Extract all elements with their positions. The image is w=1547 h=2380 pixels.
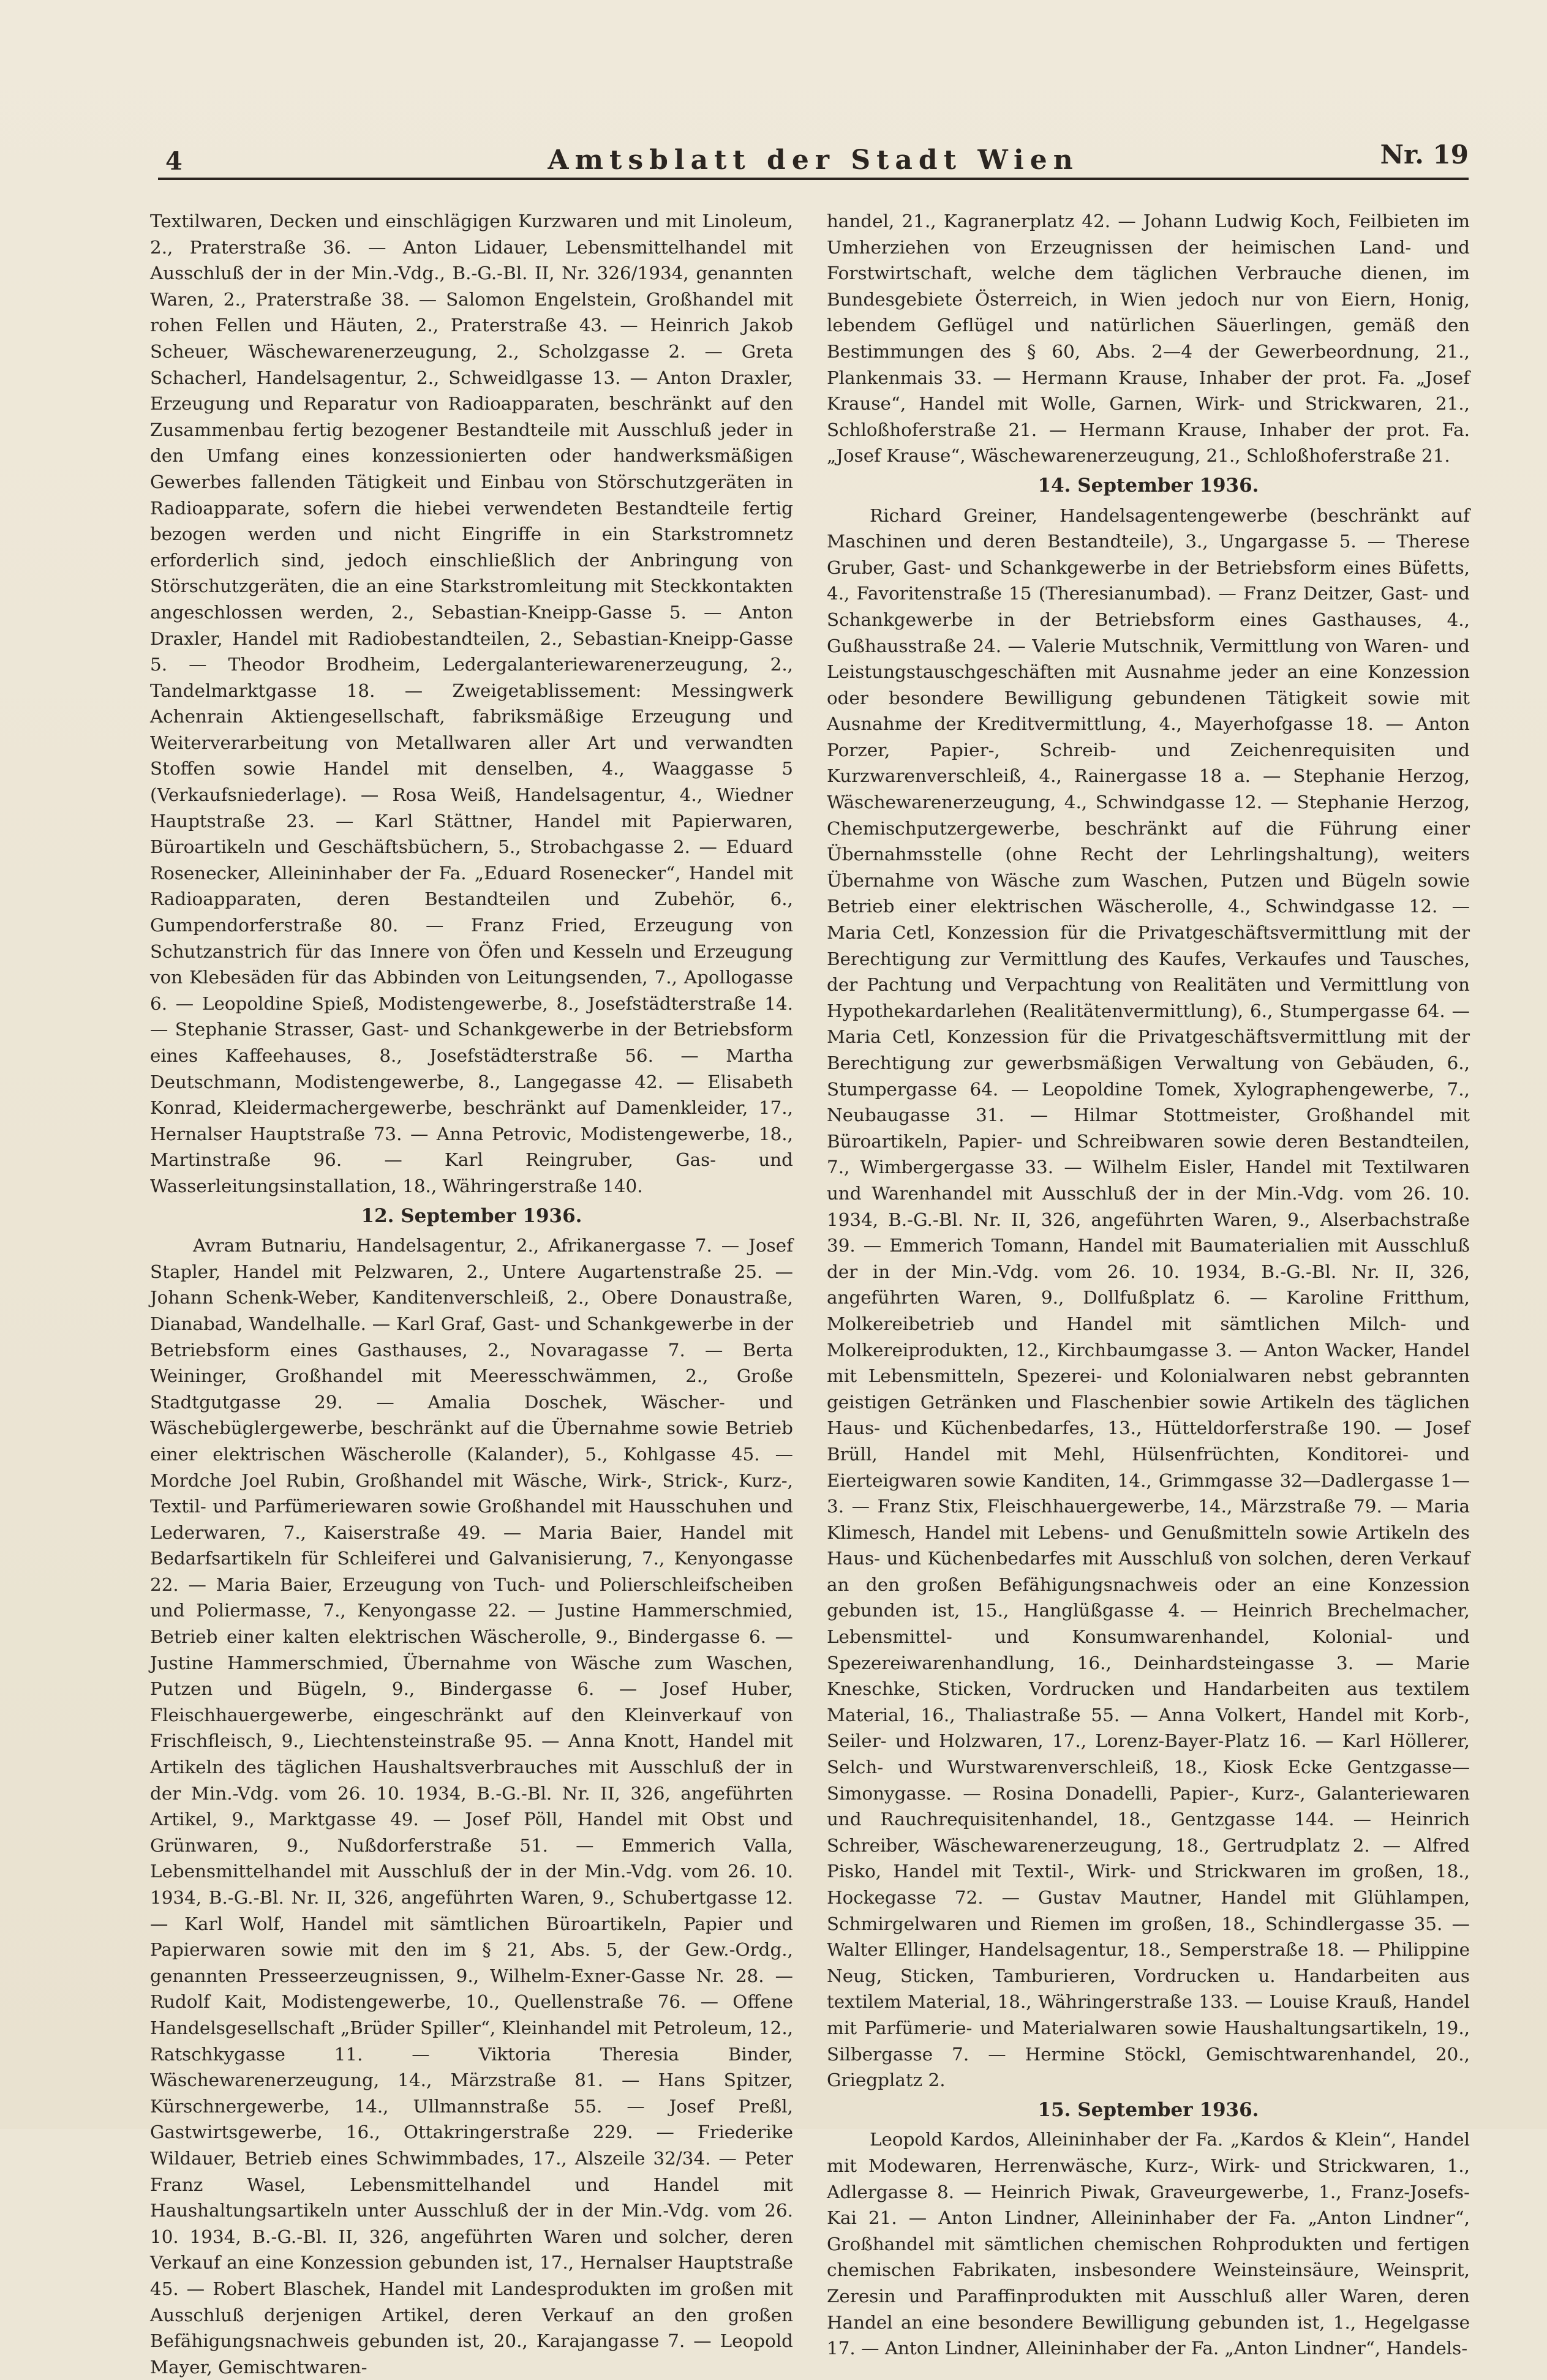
section-paragraph-sept-12: Avram Butnariu, Handelsagentur, 2., Afrikanergasse 7. — Josef Stapler, Handel mit Pelzwaren, 2., Untere Augartenstraße 25. — Johann Schenk-Weber, Kanditenverschleiß, 2., Obere Donaustraße, Dianabad, Wandelhalle. — Karl Graf, Gast- und Schankgewerbe in der Betriebsform eines Gasthauses, 2., Novaragasse 7. — Berta Weininger, Großhandel mit Meeresschwämmen, 2., Große Stadtgutgasse 29. — Amalia Doschek, Wäscher- und Wäschebüglergewerbe, beschränkt auf die Übernahme sowie Betrieb einer elektrischen Wäscherolle (Kalander), 5., Kohlgasse 45. — Mordche Joel Rubin, Großhandel mit Wäsche, Wirk-, Strick-, Kurz-, Textil- und Parfümeriewaren sowie Großhandel mit Hausschuhen und Lederwaren, 7., Kaiserstraße 49. — Maria Baier, Handel mit Bedarfsartikeln für Schleiferei und Galvanisierung, 7., Kenyongasse 22. — Maria Baier, Erzeugung von Tuch- und Polierschleifscheiben und Poliermasse, 7., Kenyongasse 22. — Justine Hammerschmied, Betrieb einer kalten elektrischen Wäscherolle, 9., Bindergasse 6. — Justine Hammerschmied, Übernahme von Wäsche zum Waschen, Putzen und Bügeln, 9., Bindergasse 6. — Josef Huber, Fleischhauergewerbe, eingeschränkt auf den Kleinverkauf von Frischfleisch, 9., Liechtensteinstraße 95. — Anna Knott, Handel mit Artikeln des täglichen Haushaltsverbrauches mit Ausschluß der in der Min.-Vdg. vom 26. 10. 1934, B.-G.-Bl. Nr. II, 326, angeführten Artikel, 9., Marktgasse 49. — Josef Pöll, Handel mit Obst und Grünwaren, 9., Nußdorferstraße 51. — Emmerich Valla, Lebensmittelhandel mit Ausschluß der in der Min.-Vdg. vom 26. 10. 1934, B.-G.-Bl. Nr. II, 326, angeführten Waren, 9., Schubertgasse 12. — Karl Wolf, Handel mit sämtlichen Büroartikeln, Papier und Papierwaren sowie mit den im § 21, Abs. 5, der Gew.-Ordg., genannten Presseerzeugnissen, 9., Wilhelm-Exner-Gasse Nr. 28. — Rudolf Kait, Modistengewerbe, 10., Quellenstraße 76. — Offene Handelsgesellschaft „Brüder Spiller“, Kleinhandel mit Petroleum, 12., Ratschkygasse 11. — Viktoria Theresia Binder, Wäschewarenerzeugung, 14., Märzstraße 81. — Hans Spitzer, Kürschnergewerbe, 14., Ullmannstraße 55. — Josef Preßl, Gastwirtsgewerbe, 16., Ottakringerstraße 229. — Friederike Wildauer, Betrieb eines Schwimmbades, 17., Alszeile 32/34. — Peter Franz Wasel, Lebensmittelhandel und Handel mit Haushaltungsartikeln unter Ausschluß der in der Min.-Vdg. vom 26. 10. 1934, B.-G.-Bl. II, 326, angeführten Waren und solcher, deren Verkauf an eine Konzession gebunden ist, 17., Hernalser Hauptstraße 45. — Robert Blaschek, Handel mit Landesprodukten im großen mit Ausschluß derjenigen Artikel, deren Verkauf an den großen Befähigungsnachweis gebunden ist, 20., Karajangasse 7. — Leopold Mayer, Gemischtwaren- bbox=[150, 1235, 793, 2378]
page-header bbox=[158, 138, 1469, 176]
section-paragraph-sept-14: Richard Greiner, Handelsagentengewerbe (beschränkt auf Maschinen und deren Bestandteile), 3., Ungargasse 5. — Therese Gruber, Gast- und Schankgewerbe in der Betriebsform eines Büfetts, 4., Favoritenstraße 15 (Theresianumbad). — Franz Deitzer, Gast- und Schankgewerbe in der Betriebsform eines Gasthauses, 4., Gußhausstraße 24. — Valerie Mutschnik, Vermittlung von Waren- und Leistungstauschgeschäften mit Ausnahme jeder an eine Konzession oder besondere Bewilligung gebundenen Tätigkeit sowie mit Ausnahme der Kreditvermittlung, 4., Mayerhofgasse 18. — Anton Porzer, Papier-, Schreib- und Zeichenrequisiten und Kurzwarenverschleiß, 4., Rainergasse 18 a. — Stephanie Herzog, Wäschewarenerzeugung, 4., Schwindgasse 12. — Stephanie Herzog, Chemischputzergewerbe, beschränkt auf die Führung einer Übernahmsstelle (ohne Recht der Lehrlingshaltung), weiters Übernahme von Wäsche zum Waschen, Putzen und Bügeln sowie Betrieb einer elektrischen Wäscherolle, 4., Schwindgasse 12. — Maria Cetl, Konzession für die Privatgeschäftsvermittlung mit der Berechtigung zur Vermittlung des Kaufes, Verkaufes und Tausches, der Pachtung und Verpachtung von Realitäten und Vermittlung von Hypothekardarlehen (Realitätenvermittlung), 6., Stumpergasse 64. — Maria Cetl, Konzession für die Privatgeschäftsvermittlung mit der Berechtigung zur gewerbsmäßigen Verwaltung von Gebäuden, 6., Stumpergasse 64. — Leopoldine Tomek, Xylographengewerbe, 7., Neubaugasse 31. — Hilmar Stottmeister, Großhandel mit Büroartikeln, Papier- und Schreibwaren sowie deren Bestandteilen, 7., Wimbergergasse 33. — Wilhelm Eisler, Handel mit Textilwaren und Warenhandel mit Ausschluß der in der Min.-Vdg. vom 26. 10. 1934, B.-G.-Bl. Nr. II, 326, angeführten Waren, 9., Alserbachstraße 39. — Emmerich Tomann, Handel mit Baumaterialien mit Ausschluß der in der Min.-Vdg. vom 26. 10. 1934, B.-G.-Bl. Nr. II, 326, angeführten Waren, 9., Dollfußplatz 6. — Karoline Fritthum, Molkereibetrieb und Handel mit sämtlichen Milch- und Molkereiprodukten, 12., Kirchbaumgasse 3. — Anton Wacker, Handel mit Lebensmitteln, Spezerei- und Kolonialwaren nebst gebrannten geistigen Getränken und Flaschenbier sowie Artikeln des täglichen Haus- und Küchenbedarfes, 13., Hütteldorferstraße 190. — Josef Brüll, Handel mit Mehl, Hülsenfrüchten, Konditorei- und Eierteigwaren sowie Kanditen, 14., Grimmgasse 32—Dadlergasse 1—3. — Franz Stix, Fleischhauergewerbe, 14., Märzstraße 79. — Maria Klimesch, Handel mit Lebens- und Genußmitteln sowie Artikeln des Haus- und Küchenbedarfes mit Ausschluß von solchen, deren Verkauf an den großen Befähigungsnachweis oder an eine Konzession gebunden ist, 15., Hanglüßgasse 4. — Heinrich Brechelmacher, Lebensmittel- und Konsumwarenhandel, Kolonial- und Spezereiwarenhandlung, 16., Deinhardsteingasse 3. — Marie Kneschke, Sticken, Vordrucken und Handarbeiten aus textilem Material, 16., Thaliastraße 55. — Anna Volkert, Handel mit Korb-, Seiler- und Holzwaren, 17., Lorenz-Bayer-Platz 16. — Karl Höllerer, Selch- und Wurstwarenverschleiß, 18., Kiosk Ecke Gentzgasse—Simonygasse. — Rosina Donadelli, Papier-, Kurz-, Galanteriewaren und Rauchrequisitenhandel, 18., Gentzgasse 144. — Heinrich Schreiber, Wäschewarenerzeugung, 18., Gertrudplatz 2. — Alfred Pisko, Handel mit Textil-, Wirk- und Strickwaren im großen, 18., Hockegasse 72. — Gustav Mautner, Handel mit Glühlampen, Schmirgelwaren und Riemen im großen, 18., Schindlergasse 35. — Walter Ellinger, Handelsagentur, 18., Semperstraße 18. — Philippine Neug, Sticken, Tamburieren, Vordrucken u. Handarbeiten aus textilem Material, 18., Währingerstraße 133. — Louise Krauß, Handel mit Parfümerie- und Materialwaren sowie Haushaltungsartikeln, 19., Silbergasse 7. — Hermine Stöckl, Gemischtwarenhandel, 20., Griegplatz 2. bbox=[827, 505, 1470, 2091]
right-intro-paragraph: handel, 21., Kagranerplatz 42. — Johann Ludwig Koch, Feilbieten im Umherziehen von Erzeugnissen der heimischen Land- und Forstwirtschaft, welche dem täglichen Verbrauche dienen, im Bundesgebiete Österreich, in Wien jedoch nur von Eiern, Honig, lebendem Geflügel und natürlichen Säuerlingen, gemäß den Bestimmungen des § 60, Abs. 2—4 der Gewerbeordnung, 21., Plankenmais 33. — Hermann Krause, Inhaber der prot. Fa. „Josef Krause“, Handel mit Wolle, Garnen, Wirk- und Strickwaren, 21., Schloßhoferstraße 21. — Hermann Krause, Inhaber der prot. Fa. „Josef Krause“, Wäschewarenerzeugung, 21., Schloßhoferstraße 21. bbox=[827, 211, 1470, 467]
header-rule bbox=[158, 178, 1469, 180]
masthead-title: Amtsblatt der Stadt Wien bbox=[548, 145, 1079, 176]
issue-number: Nr. 19 bbox=[1380, 140, 1469, 170]
section-heading-sept-12: 12. September 1936. bbox=[361, 1204, 582, 1227]
left-intro-paragraph: Textilwaren, Decken und einschlägigen Kurzwaren und mit Linoleum, 2., Praterstraße 36. — Anton Lidauer, Lebensmittelhandel mit Ausschluß der in der Min.-Vdg., B.-G.-Bl. II, Nr. 326/1934, genannten Waren, 2., Praterstraße 38. — Salomon Engelstein, Großhandel mit rohen Fellen und Häuten, 2., Praterstraße 43. — Heinrich Jakob Scheuer, Wäschewarenerzeugung, 2., Scholzgasse 2. — Greta Schacherl, Handelsagentur, 2., Schweidlgasse 13. — Anton Draxler, Erzeugung und Reparatur von Radioapparaten, beschränkt auf den Zusammenbau fertig bezogener Bestandteile mit Ausschluß jeder in den Umfang eines konzessionierten oder handwerksmäßigen Gewerbes fallenden Tätigkeit und Einbau von Störschutzgeräten in Radioapparate, sofern die hiebei verwendeten Bestandteile fertig bezogen werden und nicht Eingriffe in ein Starkstromnetz erforderlich sind, jedoch einschließlich der Anbringung von Störschutzgeräten, die an eine Starkstromleitung mit Steckkontakten angeschlossen werden, 2., Sebastian-Kneipp-Gasse 5. — Anton Draxler, Handel mit Radiobestandteilen, 2., Sebastian-Kneipp-Gasse 5. — Theodor Brodheim, Ledergalanteriewarenerzeugung, 2., Tandelmarktgasse 18. — Zweigetablissement: Messingwerk Achenrain Aktiengesellschaft, fabriksmäßige Erzeugung und Weiterverarbeitung von Metallwaren aller Art und verwandten Stoffen sowie Handel mit denselben, 4., Waaggasse 5 (Verkaufsniederlage). — Rosa Weiß, Handelsagentur, 4., Wiedner Hauptstraße 23. — Karl Stättner, Handel mit Papierwaren, Büroartikeln und Geschäftsbüchern, 5., Strobachgasse 2. — Eduard Rosenecker, Alleininhaber der Fa. „Eduard Rosenecker“, Handel mit Radioapparaten, deren Bestandteilen und Zubehör, 6., Gumpendorferstraße 80. — Franz Fried, Erzeugung von Schutzanstrich für das Innere von Öfen und Kesseln und Erzeugung von Klebesäden für das Abbinden von Leitungsenden, 7., Apollogasse 6. — Leopoldine Spieß, Modistengewerbe, 8., Josefstädterstraße 14. — Stephanie Strasser, Gast- und Schankgewerbe in der Betriebsform eines Kaffeehauses, 8., Josefstädterstraße 56. — Martha Deutschmann, Modistengewerbe, 8., Langegasse 42. — Elisabeth Konrad, Kleidermachergewerbe, beschränkt auf Damenkleider, 17., Hernalser Hauptstraße 73. — Anna Petrovic, Modistengewerbe, 18., Martinstraße 96. — Karl Reingruber, Gas- und Wasserleitungsinstallation, 18., Währingerstraße 140. bbox=[150, 211, 793, 1196]
right-column bbox=[827, 208, 1470, 2359]
page-number: 4 bbox=[165, 147, 183, 176]
section-heading-sept-15: 15. September 1936. bbox=[1037, 2098, 1259, 2121]
left-column bbox=[150, 208, 793, 2378]
section-heading-sept-14: 14. September 1936. bbox=[1037, 474, 1259, 497]
section-paragraph-sept-15: Leopold Kardos, Alleininhaber der Fa. „Kardos & Klein“, Handel mit Modewaren, Herrenwäsche, Kurz-, Wirk- und Strickwaren, 1., Adlergasse 8. — Heinrich Piwak, Graveurgewerbe, 1., Franz-Josefs-Kai 21. — Anton Lindner, Alleininhaber der Fa. „Anton Lindner“, Großhandel mit sämtlichen chemischen Rohprodukten und fertigen chemischen Fabrikaten, insbesondere Weinsteinsäure, Weinsprit, Zeresin und Paraffinprodukten mit Ausschluß aller Waren, deren Handel an eine besondere Bewilligung gebunden ist, 1., Hegelgasse 17. — Anton Lindner, Alleininhaber der Fa. „Anton Lindner“, Handels- bbox=[827, 2129, 1470, 2359]
